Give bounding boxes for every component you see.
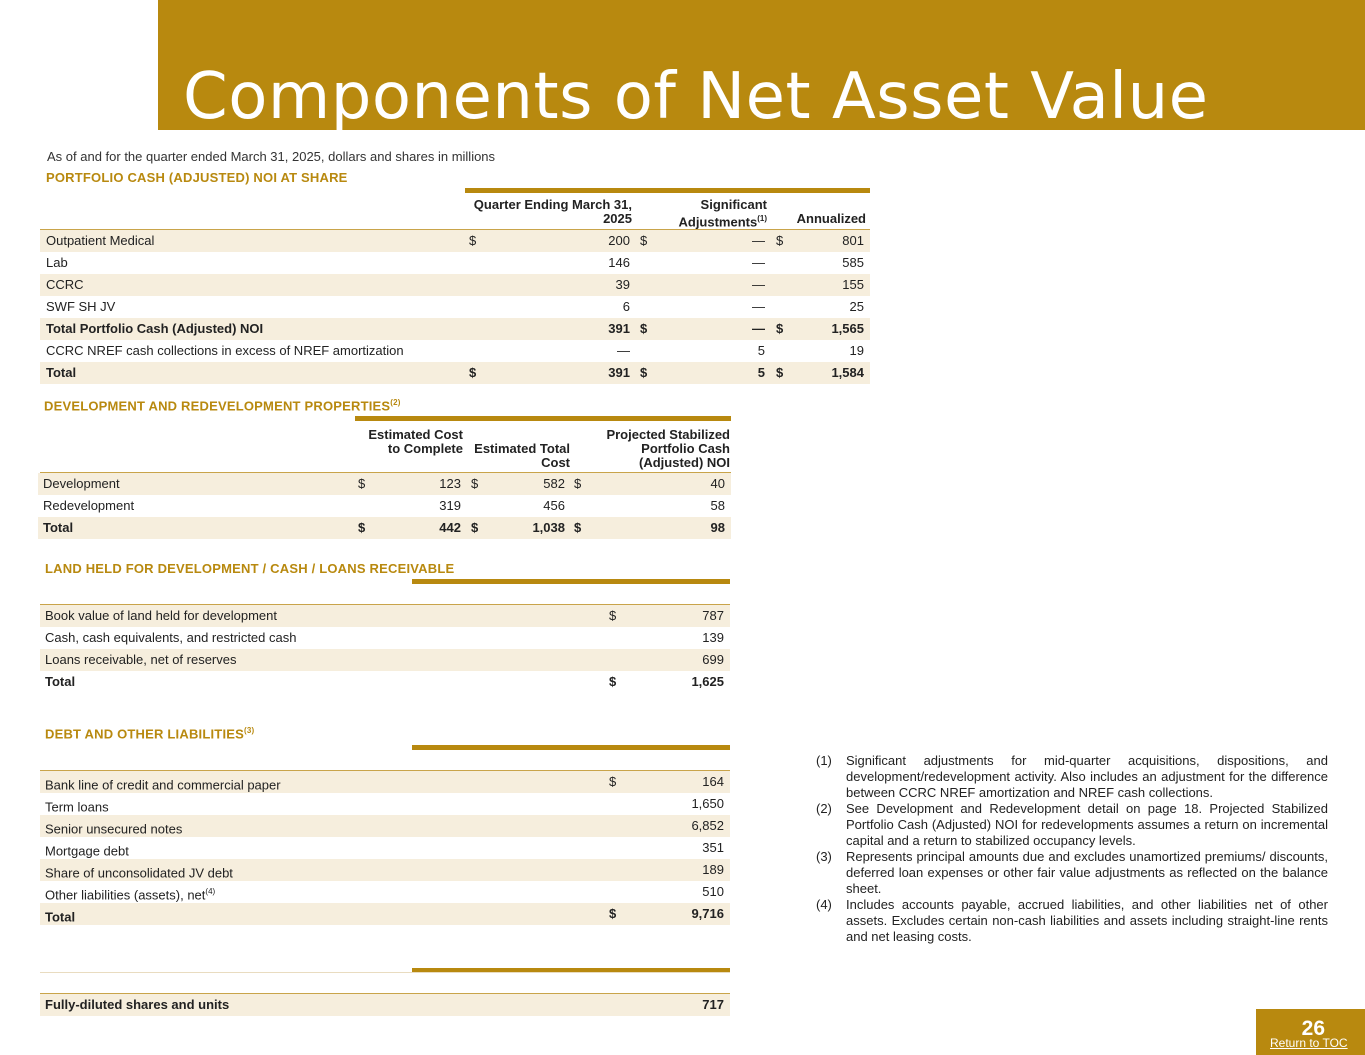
quarter-value: 146 bbox=[608, 255, 630, 270]
projected-noi-value: 58 bbox=[710, 498, 725, 513]
table-row bbox=[40, 252, 870, 274]
adjustment-value: 5 bbox=[757, 365, 765, 380]
row-label: Total Portfolio Cash (Adjusted) NOI bbox=[46, 321, 264, 336]
row-value: 139 bbox=[702, 630, 724, 645]
row-value: 1,625 bbox=[691, 674, 724, 689]
adjustment-value: — bbox=[752, 255, 765, 270]
row-label-text: Cash, cash equivalents, and restricted cash bbox=[45, 630, 297, 645]
quarter-value: 391 bbox=[608, 321, 630, 336]
quarter-value: 39 bbox=[615, 277, 630, 292]
currency-symbol: $ bbox=[609, 674, 617, 689]
row-label-text: Senior unsecured notes bbox=[45, 821, 183, 837]
noi-header-quarter: Quarter Ending March 31, 2025 bbox=[473, 197, 632, 226]
page-subtitle: As of and for the quarter ended March 31, 2025, dollars and shares in millions bbox=[47, 149, 496, 164]
annualized-value: 801 bbox=[842, 233, 864, 248]
shares-row bbox=[40, 994, 730, 1016]
row-label: CCRC bbox=[46, 277, 84, 292]
row-label: Development bbox=[43, 476, 120, 491]
dev-header-rule bbox=[355, 416, 731, 421]
debt-header-rule bbox=[412, 745, 730, 750]
table-row bbox=[40, 859, 730, 881]
title-banner bbox=[158, 0, 1365, 134]
row-label: Lab bbox=[46, 255, 68, 270]
adjustment-value: — bbox=[752, 233, 765, 248]
annualized-value: 1,584 bbox=[831, 365, 864, 380]
annualized-value: 25 bbox=[849, 299, 864, 314]
table-row bbox=[40, 362, 870, 384]
debt-section-title: DEBT AND OTHER LIABILITIES$^{(3)}$ bbox=[45, 726, 255, 742]
table-row bbox=[40, 340, 870, 362]
annualized-value: 19 bbox=[849, 343, 864, 358]
table-row bbox=[40, 627, 730, 649]
row-label-text: Share of unconsolidated JV debt bbox=[45, 865, 233, 881]
footnote-text: Significant adjustments for mid-quarter acquisitions, dispositions, and development/redevelopment activity. Also includes an adjustment for the difference between CCRC NREF amortization and NREF cash collections. bbox=[846, 753, 1328, 800]
shares-label: Fully-diluted shares and units bbox=[45, 997, 230, 1012]
row-label-text: Book value of land held for development bbox=[45, 608, 277, 623]
currency-symbol: $ bbox=[609, 774, 617, 789]
cost-to-complete-value: 442 bbox=[439, 520, 461, 535]
noi-header-adjustments: Significant Adjustments$^{(1)}$ bbox=[678, 197, 767, 230]
total-cost-value: 456 bbox=[543, 498, 565, 513]
currency-symbol: $ bbox=[469, 233, 477, 248]
quarter-value: 391 bbox=[608, 365, 630, 380]
cost-to-complete-value: 123 bbox=[439, 476, 461, 491]
dev-section-title: DEVELOPMENT AND REDEVELOPMENT PROPERTIES$^{(2)}$ bbox=[44, 398, 401, 414]
row-value: 164 bbox=[702, 774, 724, 789]
return-to-toc-link[interactable]: Return to TOC bbox=[1270, 1036, 1348, 1050]
dev-header-cost: Estimated Cost to Complete bbox=[368, 427, 463, 456]
adjustment-value: — bbox=[752, 277, 765, 292]
row-label: SWF SH JV bbox=[46, 299, 116, 314]
projected-noi-value: 98 bbox=[710, 520, 725, 535]
row-label-text: Loans receivable, net of reserves bbox=[45, 652, 237, 667]
page-title: Components of Net Asset Value bbox=[183, 60, 1209, 134]
row-value: 9,716 bbox=[691, 906, 724, 921]
table-row bbox=[40, 903, 730, 925]
table-row bbox=[40, 793, 730, 815]
shares-top-line bbox=[40, 972, 730, 973]
currency-symbol: $ bbox=[358, 476, 366, 491]
currency-symbol: $ bbox=[640, 321, 648, 336]
currency-symbol: $ bbox=[609, 906, 617, 921]
currency-symbol: $ bbox=[776, 321, 784, 336]
footnote-ref: (4) bbox=[205, 887, 216, 896]
table-row bbox=[40, 274, 870, 296]
row-value: 351 bbox=[702, 840, 724, 855]
table-row bbox=[38, 517, 731, 539]
row-label-text: Mortgage debt bbox=[45, 843, 129, 859]
dev-header-noi: Projected Stabilized Portfolio Cash (Adjusted) NOI bbox=[606, 427, 730, 470]
currency-symbol: $ bbox=[640, 365, 648, 380]
noi-section-title: PORTFOLIO CASH (ADJUSTED) NOI AT SHARE bbox=[46, 170, 348, 185]
adjustment-value: — bbox=[752, 321, 765, 336]
currency-symbol: $ bbox=[574, 520, 582, 535]
row-label bbox=[45, 649, 237, 671]
annualized-value: 155 bbox=[842, 277, 864, 292]
row-label: CCRC NREF cash collections in excess of NREF amortization bbox=[46, 343, 404, 358]
currency-symbol: $ bbox=[609, 608, 617, 623]
quarter-value: 200 bbox=[608, 233, 630, 248]
table-row bbox=[40, 771, 730, 793]
currency-symbol: $ bbox=[471, 520, 479, 535]
table-row bbox=[40, 296, 870, 318]
row-label bbox=[45, 671, 75, 693]
row-label: Total bbox=[46, 365, 77, 380]
projected-noi-value: 40 bbox=[710, 476, 725, 491]
row-label-text: Other liabilities (assets), net bbox=[45, 887, 206, 903]
row-label: Redevelopment bbox=[43, 498, 135, 513]
footnote-number: (2) bbox=[816, 801, 832, 816]
footnote-number: (3) bbox=[816, 849, 832, 864]
annualized-value: 585 bbox=[842, 255, 864, 270]
quarter-value: — bbox=[617, 343, 630, 358]
row-label: Outpatient Medical bbox=[46, 233, 155, 248]
table-row bbox=[40, 815, 730, 837]
footnotes bbox=[816, 753, 1328, 945]
page-number-box bbox=[1256, 1009, 1365, 1055]
quarter-value: 6 bbox=[622, 299, 630, 314]
row-label-text: Total bbox=[45, 909, 76, 925]
total-cost-value: 1,038 bbox=[532, 520, 565, 535]
row-value: 6,852 bbox=[691, 818, 724, 833]
row-label-text: Bank line of credit and commercial paper bbox=[45, 777, 281, 793]
currency-symbol: $ bbox=[469, 365, 477, 380]
table-row bbox=[40, 318, 870, 340]
table-row bbox=[40, 881, 730, 903]
footnote-text: Represents principal amounts due and excludes unamortized premiums/ discounts, deferred loan expenses or other fair value adjustments as reflected on the balance sheet. bbox=[846, 849, 1328, 896]
footnote-text: See Development and Redevelopment detail on page 18. Projected Stabilized Portfolio Cash (Adjusted) NOI for redevelopments assumes a return on incremental capital and a return to stabilized occupancy levels. bbox=[846, 801, 1328, 848]
currency-symbol: $ bbox=[776, 233, 784, 248]
row-label: Total bbox=[43, 520, 74, 535]
currency-symbol: $ bbox=[574, 476, 582, 491]
currency-symbol: $ bbox=[640, 233, 648, 248]
footnote-text: Includes accounts payable, accrued liabilities, and other liabilities net of other assets. Excludes certain non-cash liabilities and assets including straight-line rents and net leasing costs. bbox=[846, 897, 1328, 944]
land-section-title: LAND HELD FOR DEVELOPMENT / CASH / LOANS RECEIVABLE bbox=[45, 561, 455, 576]
row-label bbox=[45, 903, 75, 928]
row-label bbox=[45, 627, 296, 649]
noi-header-rule bbox=[465, 188, 870, 193]
row-value: 510 bbox=[702, 884, 724, 899]
currency-symbol: $ bbox=[776, 365, 784, 380]
currency-symbol: $ bbox=[471, 476, 479, 491]
footnote-number: (1) bbox=[816, 753, 832, 768]
table-row bbox=[38, 495, 731, 517]
footnote bbox=[816, 849, 1328, 897]
row-label-text: Term loans bbox=[45, 799, 109, 815]
total-cost-value: 582 bbox=[543, 476, 565, 491]
table-row bbox=[40, 671, 730, 693]
row-label bbox=[45, 605, 277, 627]
footnote bbox=[816, 897, 1328, 945]
table-row bbox=[40, 230, 870, 252]
table-row bbox=[40, 649, 730, 671]
dev-header-total: Estimated Total Cost bbox=[474, 441, 570, 470]
adjustment-value: 5 bbox=[757, 343, 765, 358]
annualized-value: 1,565 bbox=[831, 321, 864, 336]
footnote-number: (4) bbox=[816, 897, 832, 912]
shares-value: 717 bbox=[702, 997, 724, 1012]
land-header-rule bbox=[412, 579, 730, 584]
row-value: 189 bbox=[702, 862, 724, 877]
row-value: 699 bbox=[702, 652, 724, 667]
table-row bbox=[38, 473, 731, 495]
noi-header-annualized: Annualized bbox=[796, 211, 866, 226]
table-row bbox=[40, 837, 730, 859]
row-value: 1,650 bbox=[691, 796, 724, 811]
row-label-text: Total bbox=[45, 674, 76, 689]
footnote bbox=[816, 801, 1328, 849]
cost-to-complete-value: 319 bbox=[439, 498, 461, 513]
row-value: 787 bbox=[702, 608, 724, 623]
adjustment-value: — bbox=[752, 299, 765, 314]
footnote bbox=[816, 753, 1328, 801]
page-number: 26 bbox=[1301, 1017, 1325, 1040]
table-row bbox=[40, 605, 730, 627]
currency-symbol: $ bbox=[358, 520, 366, 535]
